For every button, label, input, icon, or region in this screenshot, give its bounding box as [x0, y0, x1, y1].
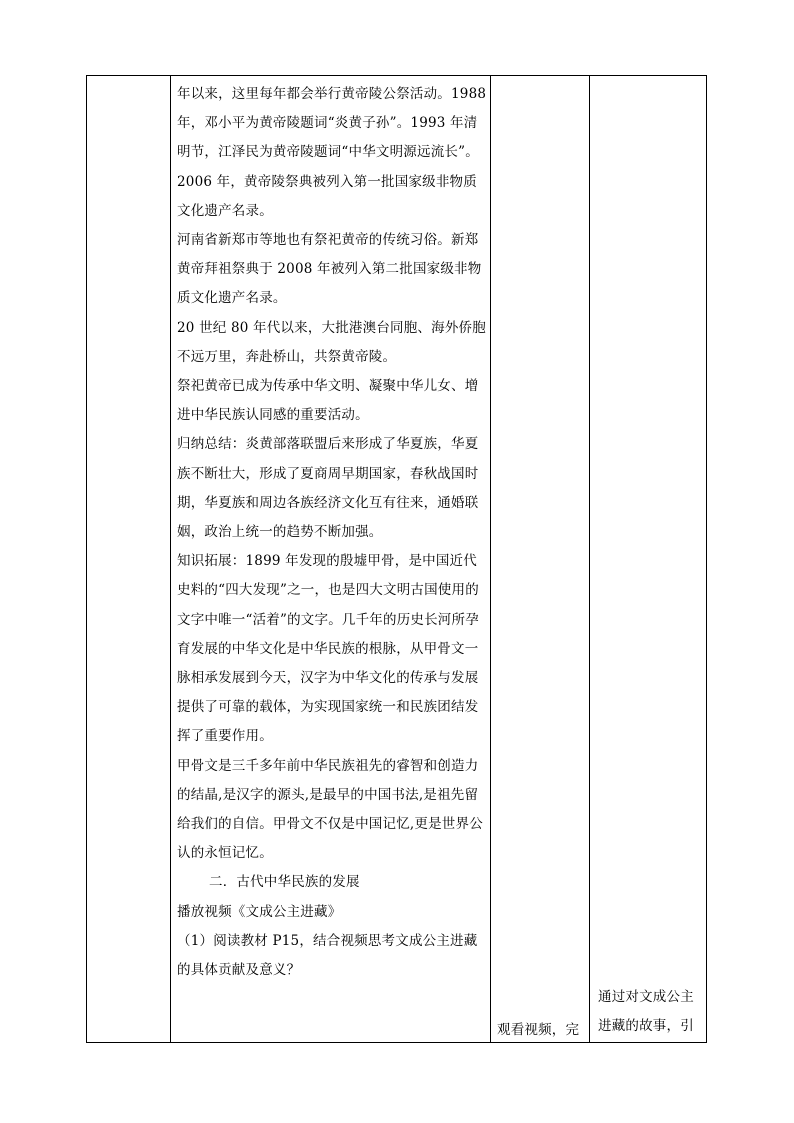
teaching-content-column [171, 76, 489, 985]
column-divider [490, 76, 491, 1042]
paragraph-video: 播放视频《文成公主进藏》 [177, 903, 342, 920]
student-activity-text: 观看视频，完 [497, 1022, 580, 1038]
paragraph-overseas-compatriots: 20 世纪 80 年代以来，大批港澳台同胞、海外侨胞不远万里，奔赴桥山，共祭黄帝陵。 [177, 319, 486, 365]
lesson-table [86, 75, 707, 1043]
paragraph-ceremony-history: 年以来，这里每年都会举行黄帝陵公祭活动。1988年，邓小平为黄帝陵题词“炎黄子孙”。1993 年清明节，江泽民为黄帝陵题词“中华文明源远流长”。 [177, 86, 487, 161]
paragraph-oracle-bones: 甲骨文是三千多年前中华民族祖先的睿智和创造力的结晶,是汉字的源头,是最早的中国书法,是祖先留给我们的自信。甲骨文不仅是中国记忆,更是世界公认的永恒记忆。 [177, 757, 483, 862]
column-divider [589, 76, 590, 1042]
paragraph-question: （1）阅读教材 P15，结合视频思考文成公主进藏的具体贡献及意义？ [177, 932, 478, 979]
design-intent-line-1: 通过对文成公主 [598, 989, 694, 1005]
paragraph-xinzheng: 河南省新郑市等地也有祭祀黄帝的传统习俗。新郑黄帝拜祖祭典于 2008 年被列入第二批国家级非物质文化遗产名录。 [177, 232, 482, 307]
design-intent-line-2: 进藏的故事，引 [598, 1018, 694, 1034]
paragraph-significance: 祭祀黄帝已成为传承中华文明、凝聚中华儿女、增进中华民族认同感的重要活动。 [177, 378, 479, 424]
paragraph-heritage-2006: 2006 年，黄帝陵祭典被列入第一批国家级非物质文化遗产名录。 [177, 173, 477, 219]
paragraph-summary: 归纳总结：炎黄部落联盟后来形成了华夏族，华夏族不断壮大，形成了夏商周早期国家，春秋战国时期，华夏族和周边各族经济文化互有往来，通婚联姻，政治上统一的趋势不断加强。 [177, 436, 479, 541]
paragraph-knowledge-extension: 知识拓展：1899 年发现的殷墟甲骨，是中国近代史料的“四大发现”之一，也是四大文明古国使用的文字中唯一“活着”的文字。几千年的历史长河所孕育发展的中华文化是中华民族的根脉，从甲骨文一脉相承发展到今天，汉字为中华文化的传承与发展提供了可靠的载体，为实现国家统一和民族团结发挥了重要作用。 [177, 553, 479, 745]
section-heading: 二．古代中华民族的发展 [209, 874, 360, 891]
